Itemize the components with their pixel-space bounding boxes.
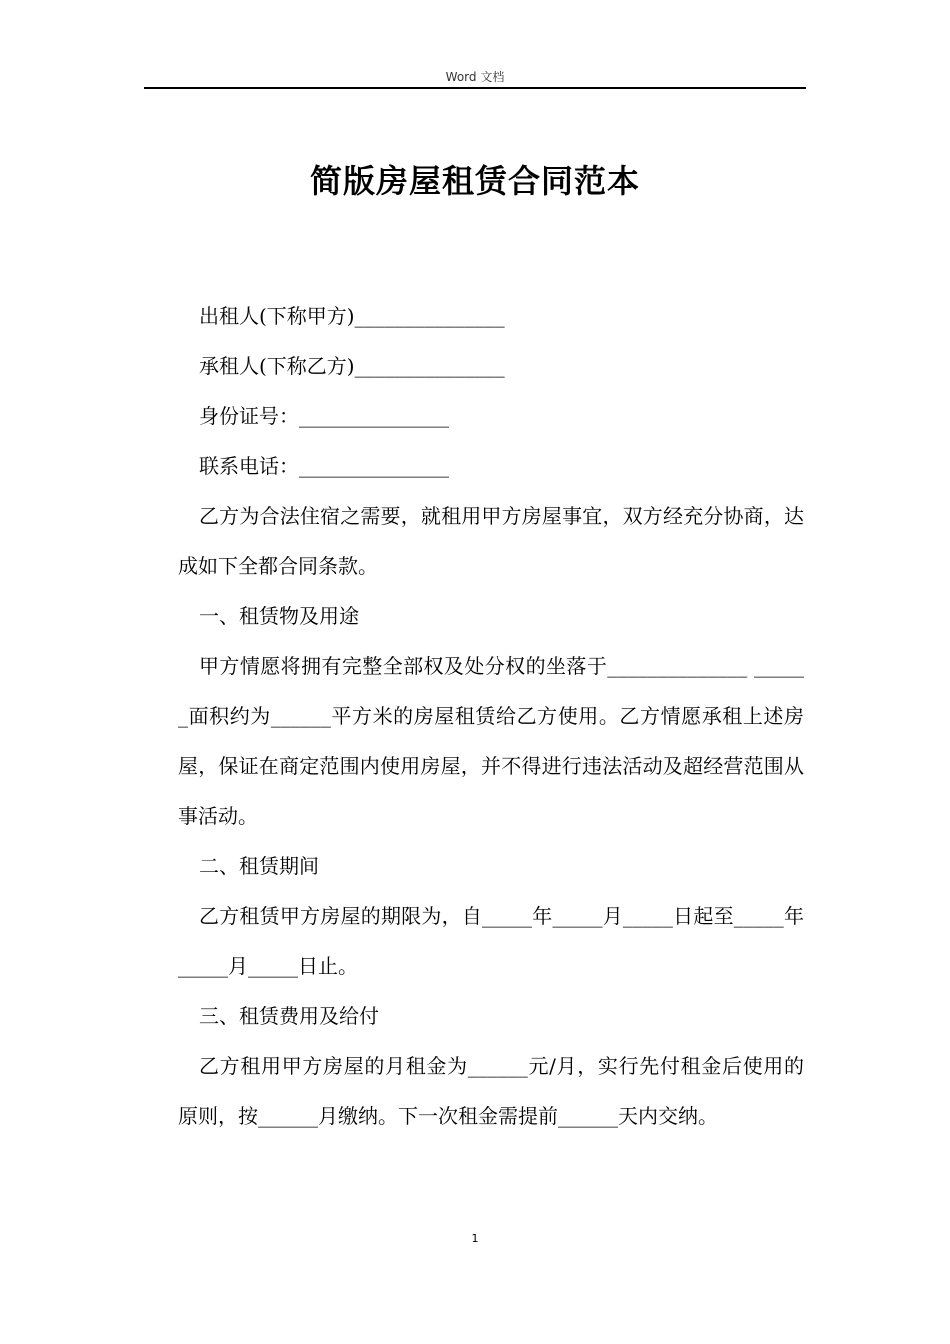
section-3-paragraph: 乙方租用甲方房屋的月租金为______元/月，实行先付租金后使用的原则，按______月缴纳。下一次租金需提前______天内交纳。 (178, 1054, 804, 1128)
page-header-label: Word 文档 (445, 70, 505, 84)
page-number: 1 (471, 1232, 479, 1245)
section-heading-3: 三、租赁费用及给付 (199, 1004, 379, 1028)
section-heading-2: 二、租赁期间 (199, 854, 319, 878)
lessor-line: 出租人(下称甲方)_______________ (199, 304, 505, 328)
section-1-paragraph: 甲方情愿将拥有完整全部权及处分权的坐落于______________ ______面积约为______平方米的房屋租赁给乙方使用。乙方情愿承租上述房屋，保证在商定范围内使用房屋，并不得进行违法活动及超经营范围从事活动。 (178, 654, 804, 828)
header-divider (144, 87, 806, 89)
intro-paragraph: 乙方为合法住宿之需要，就租用甲方房屋事宜，双方经充分协商，达成如下全都合同条款。 (178, 504, 804, 578)
document-body (178, 291, 804, 1141)
document-title: 简版房屋租赁合同范本 (309, 162, 640, 200)
section-heading-1: 一、租赁物及用途 (199, 604, 359, 628)
id-number-line: 身份证号：_______________ (199, 404, 449, 428)
lessee-line: 承租人(下称乙方)_______________ (199, 354, 505, 378)
phone-line: 联系电话：_______________ (199, 454, 449, 478)
section-2-paragraph: 乙方租赁甲方房屋的期限为，自_____年_____月_____日起至_____年_____月_____日止。 (178, 904, 804, 978)
